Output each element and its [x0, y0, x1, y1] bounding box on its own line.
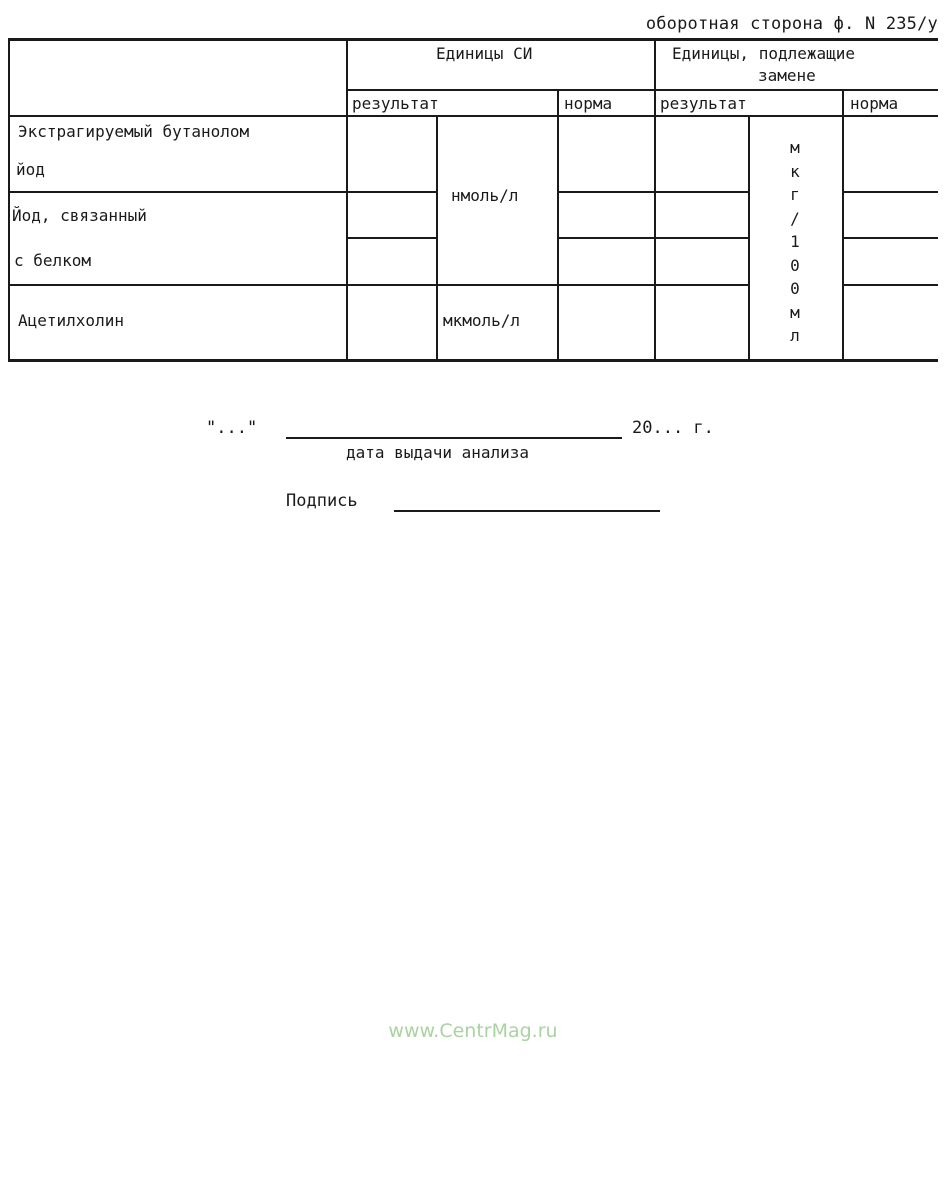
col-group-border	[654, 38, 656, 362]
row-label-line1: Экстрагируемый бутанолом	[18, 122, 250, 141]
date-year-suffix: 20... г.	[632, 418, 714, 438]
row1-bottom-border-mid	[557, 191, 748, 193]
date-caption: дата выдачи анализа	[346, 443, 530, 462]
unit-char: м	[790, 138, 800, 157]
row2-bottom-border	[8, 284, 748, 286]
signature-blank-line	[394, 510, 660, 512]
header-replaced-units-line1: Единицы, подлежащие	[672, 44, 856, 63]
row2-bottom-border-right	[842, 284, 938, 286]
header-norm-old: норма	[850, 94, 899, 113]
col-si-result-split	[436, 115, 438, 362]
signature-label: Подпись	[286, 491, 358, 511]
unit-char: 0	[790, 255, 800, 275]
form-caption: оборотная сторона ф. N 235/у	[645, 14, 938, 34]
unit-char: 0	[790, 279, 800, 298]
unit-char: к	[790, 161, 800, 181]
results-table	[8, 38, 938, 362]
unit-char: л	[790, 326, 800, 345]
table-top-border	[8, 38, 938, 41]
row-label-line2: йод	[16, 160, 45, 179]
unit-char: м	[790, 302, 800, 322]
header-norm-si: норма	[564, 94, 613, 113]
unit-old-vertical	[748, 136, 842, 348]
header-si-units: Единицы СИ	[436, 44, 533, 63]
unit-nmol: нмоль/л	[451, 186, 519, 205]
row2-sub-border	[346, 237, 436, 239]
date-quote: "..."	[206, 418, 258, 438]
row-label-line1: Йод, связанный	[12, 206, 147, 225]
watermark: www.CentrMag.ru	[388, 1020, 558, 1042]
col-si-norm-border	[557, 91, 559, 362]
header-result-si: результат	[352, 94, 439, 113]
header-result-old: результат	[660, 94, 747, 113]
header-replaced-units-line2: замене	[758, 66, 816, 85]
row-label-line2: с белком	[14, 251, 92, 270]
row1-bottom-border-right	[842, 191, 938, 193]
row2-sub-border-mid	[557, 237, 748, 239]
unit-char: г	[790, 185, 800, 204]
row1-bottom-border	[8, 191, 436, 193]
col-label-border	[346, 38, 348, 362]
col-old-norm-border	[842, 91, 844, 362]
unit-mkmol: мкмоль/л	[443, 311, 521, 330]
date-blank-line	[286, 437, 622, 439]
row-label-line1: Ацетилхолин	[18, 311, 124, 330]
header-bottom-border	[8, 115, 938, 117]
row2-sub-border-right	[842, 237, 938, 239]
unit-char: 1	[790, 232, 800, 251]
header-divider	[346, 89, 938, 91]
unit-char: /	[790, 208, 800, 228]
table-bottom-border	[8, 359, 938, 362]
table-left-border	[8, 38, 10, 362]
